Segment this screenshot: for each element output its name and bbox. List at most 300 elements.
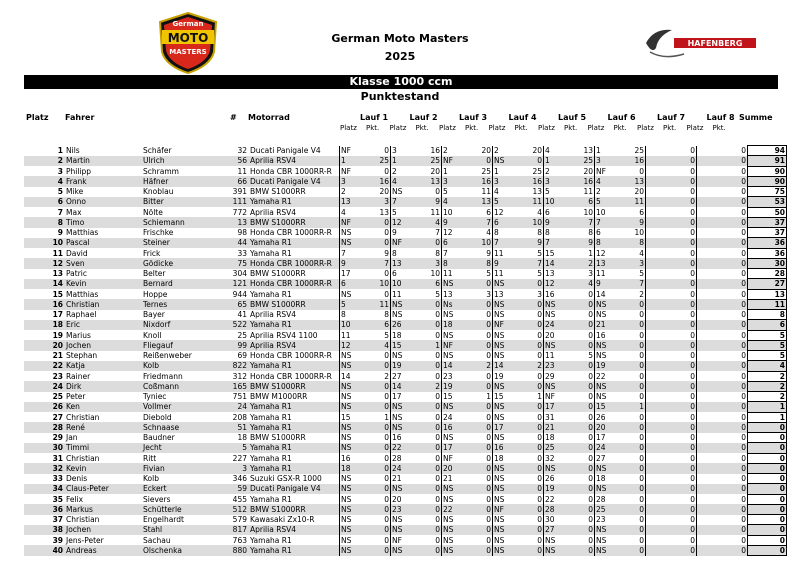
race-points-cell: 0 <box>419 351 442 361</box>
race-position-cell: 13 <box>391 258 420 268</box>
race-points-cell: 0 <box>725 330 748 340</box>
race-points-cell: 0 <box>368 422 391 432</box>
race-position-cell: 19 <box>544 484 573 494</box>
race-position-cell: NS <box>442 535 471 545</box>
race-position-cell <box>697 197 726 207</box>
race-position-cell: 28 <box>544 504 573 514</box>
race-position-cell: 20 <box>391 494 420 504</box>
race-position-cell: NS <box>340 443 369 453</box>
bike-number-cell: 56 <box>220 156 249 166</box>
header-fahrer: Fahrer <box>65 113 95 122</box>
race-position-cell <box>697 187 726 197</box>
race-position-cell: 6 <box>391 269 420 279</box>
race-position-cell: 11 <box>442 269 471 279</box>
race-points-cell: 0 <box>419 494 442 504</box>
race-points-cell: 0 <box>419 463 442 473</box>
race-points-cell: 0 <box>623 381 646 391</box>
bike-number-cell: 13 <box>220 217 249 227</box>
race-points-cell: 25 <box>368 156 391 166</box>
race-points-cell: 5 <box>521 269 544 279</box>
rank-cell: 40 <box>24 545 65 555</box>
race-points-cell: 0 <box>623 371 646 381</box>
race-points-cell: 0 <box>521 515 544 525</box>
race-points-cell: 0 <box>368 238 391 248</box>
race-points-cell: 0 <box>572 443 595 453</box>
race-points-cell: 0 <box>725 392 748 402</box>
race-points-cell: 0 <box>419 525 442 535</box>
race-points-cell: 0 <box>572 494 595 504</box>
race-points-cell: 0 <box>572 412 595 422</box>
total-points-cell: 36 <box>748 248 787 258</box>
race-position-cell <box>697 371 726 381</box>
bike-number-cell: 44 <box>220 238 249 248</box>
race-points-cell: 0 <box>623 361 646 371</box>
race-position-cell: 25 <box>595 504 624 514</box>
race-points-cell: 0 <box>725 545 748 555</box>
last-name-cell: Frischke <box>143 228 174 238</box>
bike-number-cell: 5 <box>220 443 249 453</box>
race-position-cell <box>697 146 726 156</box>
motorcycle-cell: Honda CBR 1000RR-R <box>250 228 332 238</box>
race-points-cell: 20 <box>572 166 595 176</box>
rank-cell: 16 <box>24 299 65 309</box>
motorcycle-cell: BMW S1000RR <box>249 299 340 309</box>
motorcycle-cell: Honda CBR 1000RR-R <box>249 258 340 268</box>
race-points-cell: 7 <box>470 217 493 227</box>
header-summe: Summe <box>739 113 773 122</box>
bike-number-cell: 304 <box>232 269 247 279</box>
rank-cell: 38 <box>24 525 65 535</box>
header-lauf-7-platz: Platz <box>637 124 654 132</box>
race-points-cell: 5 <box>572 351 595 361</box>
first-name-cell: Andreas <box>65 545 142 555</box>
race-points-cell: 0 <box>623 412 646 422</box>
race-points-cell: 0 <box>368 269 391 279</box>
race-points-cell: 0 <box>725 320 748 330</box>
rank-cell: 29 <box>52 433 63 443</box>
race-position-cell: 26 <box>544 474 573 484</box>
race-points-cell: 10 <box>470 238 493 248</box>
race-position-cell: NS <box>340 289 369 299</box>
race-points-cell: 0 <box>572 381 595 391</box>
race-position-cell <box>646 320 675 330</box>
table-row <box>24 453 787 463</box>
race-points-cell: 0 <box>674 299 697 309</box>
race-position-cell: 9 <box>595 279 624 289</box>
race-position-cell: NS <box>391 412 420 422</box>
race-position-cell: NS <box>442 525 471 535</box>
race-position-cell: NS <box>595 351 624 361</box>
race-points-cell: 11 <box>623 197 646 207</box>
total-points-cell: 8 <box>748 310 787 320</box>
race-points-cell: 0 <box>419 187 442 197</box>
race-points-cell: 0 <box>725 433 748 443</box>
race-points-cell: 0 <box>725 453 748 463</box>
race-points-cell: 0 <box>521 340 544 350</box>
race-position-cell <box>697 269 726 279</box>
race-points-cell: 25 <box>470 166 493 176</box>
race-position-cell <box>697 535 726 545</box>
race-position-cell: NS <box>544 299 573 309</box>
race-position-cell: 7 <box>340 248 369 258</box>
race-points-cell: 11 <box>470 187 493 197</box>
rank-cell: 31 <box>52 453 63 463</box>
header-lauf-4: Lauf 4 <box>508 113 537 122</box>
rank-cell: 18 <box>24 320 65 330</box>
race-points-cell: 16 <box>572 176 595 186</box>
header-lauf-7: Lauf 7 <box>657 113 686 122</box>
table-row <box>24 412 787 422</box>
race-points-cell: 0 <box>725 504 748 514</box>
race-position-cell: 9 <box>442 217 471 227</box>
race-points-cell: 0 <box>674 340 697 350</box>
race-points-cell: 0 <box>623 494 646 504</box>
race-position-cell <box>646 392 675 402</box>
standings-table <box>24 145 787 556</box>
race-points-cell: 2 <box>521 361 544 371</box>
last-name-cell: Stahl <box>142 525 220 535</box>
motorcycle-cell: Yamaha R1 <box>249 443 340 453</box>
race-position-cell: NS <box>340 433 369 443</box>
total-points-cell: 2 <box>748 371 787 381</box>
first-name-cell: Peter <box>66 392 86 402</box>
race-position-cell: NS <box>340 402 369 412</box>
race-points-cell: 0 <box>674 228 697 238</box>
race-points-cell: 0 <box>368 494 391 504</box>
bike-number-cell: 522 <box>220 320 249 330</box>
race-points-cell: 0 <box>572 299 595 309</box>
race-position-cell <box>697 504 726 514</box>
rank-cell: 35 <box>52 494 63 504</box>
race-points-cell: 1 <box>572 248 595 258</box>
motorcycle-cell: Yamaha R1 <box>250 289 292 299</box>
race-points-cell: 0 <box>623 463 646 473</box>
bike-number-cell: 227 <box>232 453 247 463</box>
race-points-cell: 0 <box>368 166 391 176</box>
race-position-cell <box>646 289 675 299</box>
race-points-cell: 0 <box>674 412 697 422</box>
bike-number-cell: 98 <box>237 228 247 238</box>
race-points-cell: 4 <box>419 217 442 227</box>
race-position-cell: 17 <box>391 392 420 402</box>
header-nr: # <box>230 113 237 122</box>
race-position-cell: 12 <box>391 217 420 227</box>
total-points-cell: 13 <box>748 289 787 299</box>
race-points-cell: 20 <box>521 146 544 156</box>
race-position-cell: 12 <box>595 248 624 258</box>
motorcycle-cell: Yamaha R1 <box>250 248 292 258</box>
race-position-cell: NS <box>493 402 522 412</box>
race-points-cell: 0 <box>368 381 391 391</box>
race-position-cell <box>697 474 726 484</box>
race-points-cell: 0 <box>470 525 493 535</box>
bike-number-cell: 165 <box>220 381 249 391</box>
race-position-cell: 1 <box>340 156 369 166</box>
last-name-cell: Schütterle <box>142 504 220 514</box>
table-row <box>24 545 787 555</box>
total-points-cell: 75 <box>748 187 787 197</box>
header-lauf-2-platz: Platz <box>389 124 407 132</box>
race-points-cell: 0 <box>674 474 697 484</box>
last-name-cell: Knoll <box>143 330 162 340</box>
first-name-cell: Nils <box>66 146 80 156</box>
race-position-cell: NS <box>340 361 369 371</box>
race-points-cell: 4 <box>470 228 493 238</box>
first-name-cell: Onno <box>65 197 142 207</box>
rank-cell: 23 <box>52 371 63 381</box>
race-position-cell: NS <box>391 351 420 361</box>
race-position-cell: NS <box>493 351 522 361</box>
race-position-cell <box>646 258 675 268</box>
race-points-cell: 25 <box>572 156 595 166</box>
race-points-cell: 0 <box>674 166 697 176</box>
motorcycle-cell: BMW S1000RR <box>249 504 340 514</box>
race-points-cell: 0 <box>572 361 595 371</box>
race-points-cell: 7 <box>521 258 544 268</box>
first-name-cell: Ken <box>65 402 142 412</box>
first-name-cell: Dirk <box>65 381 142 391</box>
race-points-cell: 0 <box>623 515 646 525</box>
first-name-cell: Denis <box>66 474 88 484</box>
race-points-cell: 0 <box>623 310 646 320</box>
race-position-cell: NF <box>442 453 471 463</box>
race-position-cell: 6 <box>595 228 624 238</box>
total-points-cell: 0 <box>748 422 787 432</box>
table-row <box>24 289 787 299</box>
race-points-cell: 13 <box>572 146 595 156</box>
total-points-cell: 37 <box>748 228 787 238</box>
race-position-cell <box>697 422 726 432</box>
race-position-cell: NS <box>391 484 420 494</box>
race-position-cell: 9 <box>391 228 420 238</box>
race-points-cell: 0 <box>368 535 391 545</box>
header-lauf-8-platz: Platz <box>686 124 704 132</box>
race-points-cell: 0 <box>674 392 697 402</box>
last-name-cell: Steiner <box>142 238 220 248</box>
race-position-cell: 15 <box>340 412 369 422</box>
race-position-cell: 11 <box>340 330 369 340</box>
race-points-cell: 0 <box>572 340 595 350</box>
total-points-cell: 2 <box>748 392 787 402</box>
race-position-cell: 4 <box>493 187 522 197</box>
race-position-cell: 10 <box>340 320 369 330</box>
race-points-cell: 4 <box>368 340 391 350</box>
race-points-cell: 0 <box>674 453 697 463</box>
race-position-cell: 3 <box>544 176 573 186</box>
race-position-cell: NS <box>493 381 522 391</box>
race-points-cell: 0 <box>623 545 646 555</box>
race-position-cell: 30 <box>544 515 573 525</box>
bike-number-cell: 32 <box>237 146 247 156</box>
race-position-cell <box>697 402 726 412</box>
last-name-cell: Ulrich <box>142 156 220 166</box>
race-position-cell: NS <box>391 545 420 555</box>
race-position-cell <box>646 535 675 545</box>
race-position-cell: 6 <box>340 279 369 289</box>
table-row <box>24 279 787 289</box>
race-points-cell: 0 <box>674 351 697 361</box>
race-points-cell: 0 <box>725 228 748 238</box>
race-points-cell: 0 <box>725 535 748 545</box>
bike-number-cell: 41 <box>237 310 247 320</box>
race-points-cell: 5 <box>368 330 391 340</box>
race-position-cell: 6 <box>493 217 522 227</box>
total-points-cell: 5 <box>748 330 787 340</box>
last-name-cell: Gödicke <box>142 258 220 268</box>
race-position-cell: NF <box>391 238 420 248</box>
race-position-cell <box>697 217 726 227</box>
race-position-cell: 28 <box>391 453 420 463</box>
race-points-cell: 0 <box>521 279 544 289</box>
race-position-cell: NS <box>493 484 522 494</box>
race-points-cell: 9 <box>470 248 493 258</box>
race-points-cell: 0 <box>368 392 391 402</box>
motorcycle-cell: Yamaha R1 <box>250 494 292 504</box>
race-points-cell: 0 <box>572 535 595 545</box>
race-position-cell: NS <box>340 351 369 361</box>
last-name-cell: Sievers <box>143 494 171 504</box>
race-position-cell: 15 <box>595 402 624 412</box>
race-position-cell: 7 <box>595 217 624 227</box>
race-position-cell: 1 <box>442 166 471 176</box>
race-position-cell <box>697 545 726 555</box>
race-position-cell <box>646 187 675 197</box>
race-points-cell: 0 <box>521 156 544 166</box>
race-position-cell: 13 <box>595 258 624 268</box>
last-name-cell: Jecht <box>142 443 220 453</box>
race-position-cell <box>697 279 726 289</box>
race-points-cell: 0 <box>521 351 544 361</box>
race-position-cell: NS <box>493 474 522 484</box>
race-points-cell: 0 <box>725 515 748 525</box>
race-points-cell: 0 <box>521 433 544 443</box>
race-position-cell: NS <box>493 299 522 309</box>
race-points-cell: 0 <box>470 443 493 453</box>
total-points-cell: 53 <box>748 197 787 207</box>
race-points-cell: 0 <box>725 494 748 504</box>
race-position-cell <box>646 176 675 186</box>
race-points-cell: 0 <box>572 474 595 484</box>
header-lauf-1-pkt: Pkt. <box>366 124 380 132</box>
total-points-cell: 0 <box>748 535 787 545</box>
table-row <box>24 217 787 227</box>
race-position-cell: NS <box>340 392 369 402</box>
race-points-cell: 20 <box>470 146 493 156</box>
race-points-cell: 0 <box>419 433 442 443</box>
race-points-cell: 0 <box>725 279 748 289</box>
race-position-cell: NS <box>340 494 369 504</box>
table-row <box>24 535 787 545</box>
race-points-cell: 9 <box>572 238 595 248</box>
race-points-cell: 0 <box>521 535 544 545</box>
race-points-cell: 0 <box>725 402 748 412</box>
race-position-cell <box>697 299 726 309</box>
race-position-cell: Ns <box>442 299 471 309</box>
race-points-cell: 6 <box>470 207 493 217</box>
race-points-cell: 0 <box>521 381 544 391</box>
first-name-cell: René <box>65 422 142 432</box>
rank-cell: 2 <box>24 156 65 166</box>
race-points-cell: 0 <box>725 238 748 248</box>
race-points-cell: 8 <box>419 248 442 258</box>
race-points-cell: 0 <box>521 422 544 432</box>
race-points-cell: 0 <box>419 453 442 463</box>
rank-cell: 21 <box>52 351 63 361</box>
race-position-cell <box>646 474 675 484</box>
race-points-cell: 13 <box>623 176 646 186</box>
race-points-cell: 0 <box>521 545 544 555</box>
header-lauf-7-pkt: Pkt. <box>663 124 677 132</box>
race-points-cell: 0 <box>674 146 697 156</box>
motorcycle-cell: Honda CBR 1000RR-R <box>250 351 332 361</box>
race-points-cell: 20 <box>368 187 391 197</box>
bike-number-cell: 18 <box>237 433 247 443</box>
race-position-cell: 17 <box>544 402 573 412</box>
rank-cell: 7 <box>57 207 63 217</box>
first-name-cell: Christian <box>66 453 100 463</box>
race-position-cell <box>697 463 726 473</box>
race-position-cell: 27 <box>544 525 573 535</box>
race-points-cell: 5 <box>623 269 646 279</box>
race-points-cell: 0 <box>674 443 697 453</box>
race-position-cell: 7 <box>391 197 420 207</box>
header-lauf-5-pkt: Pkt. <box>564 124 578 132</box>
race-position-cell: 19 <box>442 381 471 391</box>
last-name-cell: Bernard <box>142 279 220 289</box>
rank-cell: 10 <box>24 238 65 248</box>
race-points-cell: 0 <box>470 279 493 289</box>
race-points-cell: 0 <box>623 433 646 443</box>
race-position-cell <box>646 371 675 381</box>
first-name-cell: Raphael <box>66 310 97 320</box>
race-position-cell <box>646 412 675 422</box>
motorcycle-cell: Suzuki GSX-R 1000 <box>250 474 322 484</box>
race-position-cell <box>697 351 726 361</box>
race-points-cell: 0 <box>623 166 646 176</box>
last-name-cell: Schiemann <box>142 217 220 227</box>
motorcycle-cell: BMW S1000RR <box>250 433 306 443</box>
race-points-cell: 0 <box>674 187 697 197</box>
race-position-cell: 13 <box>493 289 522 299</box>
race-position-cell: NS <box>544 545 573 555</box>
race-position-cell: 12 <box>442 228 471 238</box>
first-name-cell: Claus-Peter <box>65 484 142 494</box>
table-row <box>24 258 787 268</box>
first-name-cell: Marius <box>66 330 91 340</box>
race-points-cell: 0 <box>674 463 697 473</box>
race-points-cell: 0 <box>623 340 646 350</box>
race-position-cell: 11 <box>544 351 573 361</box>
first-name-cell: Christian <box>66 515 100 525</box>
race-position-cell: NS <box>340 474 369 484</box>
race-position-cell: 6 <box>544 207 573 217</box>
bike-number-cell: 312 <box>232 371 247 381</box>
race-points-cell: 0 <box>368 443 391 453</box>
table-row <box>24 361 787 371</box>
race-position-cell: NS <box>391 515 420 525</box>
race-points-cell: 0 <box>623 535 646 545</box>
race-points-cell: 0 <box>725 166 748 176</box>
race-points-cell: 0 <box>470 484 493 494</box>
race-position-cell: NS <box>544 381 573 391</box>
race-points-cell: 0 <box>470 412 493 422</box>
race-position-cell: NF <box>442 156 471 166</box>
first-name-cell: Eric <box>65 320 142 330</box>
race-position-cell: 7 <box>493 238 522 248</box>
race-points-cell: 20 <box>419 166 442 176</box>
first-name-cell: Jochen <box>65 525 142 535</box>
race-position-cell: 16 <box>544 289 573 299</box>
